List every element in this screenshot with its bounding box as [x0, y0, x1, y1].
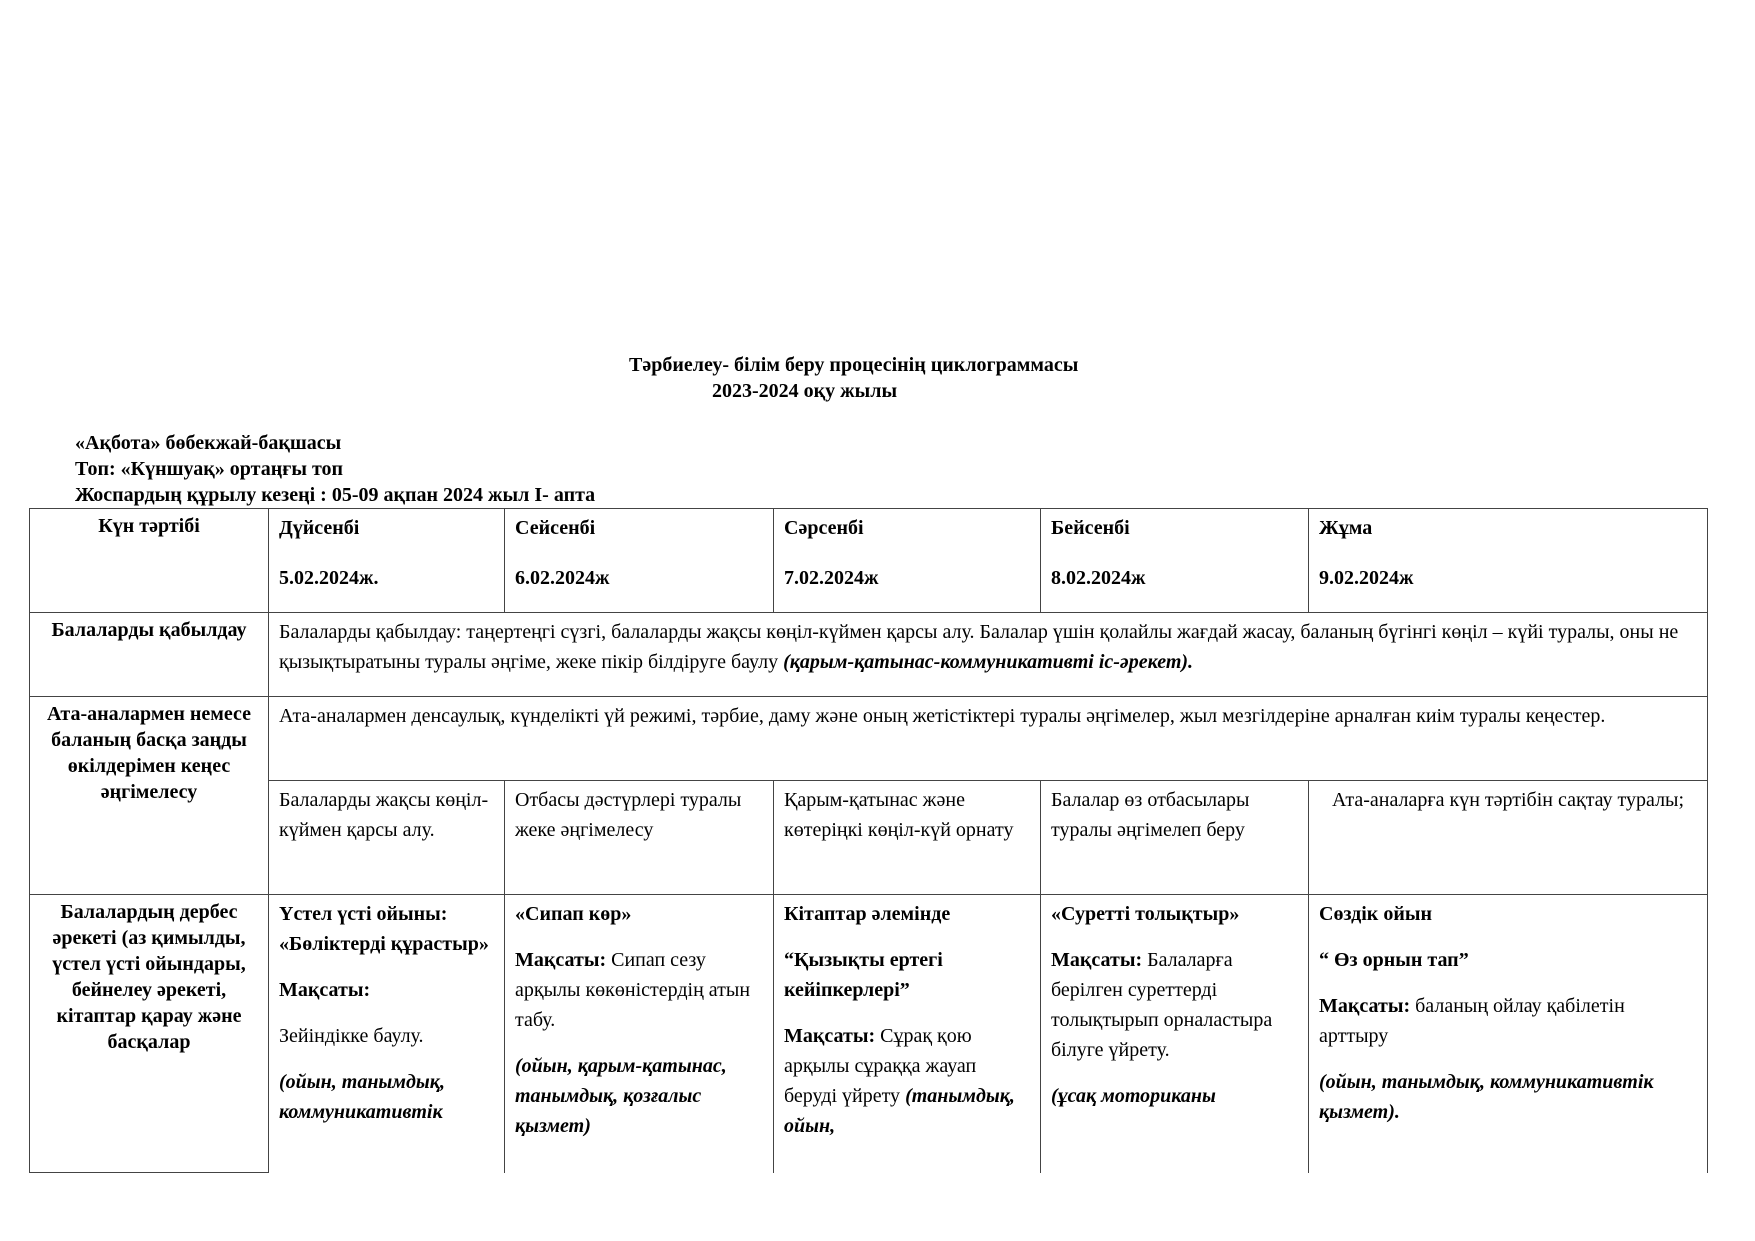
day-name: Сейсенбі — [515, 517, 596, 539]
document-meta — [75, 430, 595, 508]
goal-text: Мақсаты: Сипап сезу арқылы көкөністердің атын табу. — [515, 949, 751, 1031]
independent-tue — [505, 895, 774, 1173]
goal-label: Мақсаты: — [279, 979, 371, 1001]
day-header-mon — [269, 509, 505, 613]
group-name: Топ: «Күншуақ» ортаңғы топ — [75, 458, 344, 480]
parents-row-days — [30, 781, 1708, 895]
day-date: 6.02.2024ж — [515, 567, 610, 589]
activity-types: (ұсақ моториканы — [1051, 1085, 1216, 1107]
activity-title: «Суретті толықтыр» — [1051, 903, 1240, 925]
activity-types: (ойын, танымдық, коммуникативтік қызмет). — [1319, 1071, 1654, 1123]
activity-subtitle: “ Өз орнын тап” — [1319, 949, 1469, 971]
day-header-tue — [505, 509, 774, 613]
reception-head: Балаларды қабылдау — [30, 613, 269, 697]
reception-row — [30, 613, 1708, 697]
independent-mon — [269, 895, 505, 1173]
day-header-fri — [1309, 509, 1708, 613]
goal-label: Мақсаты: — [1051, 949, 1143, 971]
activity-title: Кітаптар әлемінде — [784, 903, 951, 925]
day-date: 9.02.2024ж — [1319, 567, 1414, 589]
title-line-2: 2023-2024 оқу жылы — [712, 380, 898, 402]
goal-text: Мақсаты: баланың ойлау қабілетін арттыру — [1319, 995, 1625, 1047]
header-row — [30, 509, 1708, 613]
parents-head: Ата-аналармен немесе баланың басқа заңды өкілдерімен кеңес әңгімелесу — [30, 697, 269, 895]
goal-label: Мақсаты: — [784, 1025, 876, 1047]
independent-fri — [1309, 895, 1708, 1173]
independent-row — [30, 895, 1708, 1173]
parents-common-text: Ата-аналармен денсаулық, күнделікті үй режимі, тәрбие, даму және оның жетістіктері туралы әңгімелер, жыл мезгілдеріне арналған киім туралы кеңестер. — [269, 697, 1708, 781]
independent-head: Балалардың дербес әрекеті (аз қимылды, үстел үсті ойындары, бейнелеу әрекеті, кітаптар қарау және басқалар — [30, 895, 269, 1173]
activity-title: Үстел үсті ойыны: «Бөліктерді құрастыр» — [279, 903, 489, 955]
parents-wed: Қарым-қатынас және көтеріңкі көңіл-күй орнату — [774, 781, 1041, 895]
cyclogram-table — [29, 508, 1708, 1173]
kindergarten-name: «Ақбота» бөбекжай-бақшасы — [75, 432, 342, 454]
goal-text: Мақсаты: Балаларға берілген суреттерді толықтырып орналастыра білуге үйрету. — [1051, 949, 1273, 1061]
parents-thu: Балалар өз отбасылары туралы әңгімелеп беру — [1041, 781, 1309, 895]
day-date: 5.02.2024ж. — [279, 567, 379, 589]
title-line-1: Тәрбиелеу- білім беру процесінің циклограммасы — [629, 354, 1079, 376]
day-name: Бейсенбі — [1051, 517, 1130, 539]
parents-tue: Отбасы дәстүрлері туралы жеке әңгімелесу — [505, 781, 774, 895]
activity-title: Сөздік ойын — [1319, 903, 1432, 925]
day-name: Жұма — [1319, 517, 1373, 539]
goal-label: Мақсаты: — [1319, 995, 1411, 1017]
day-name: Сәрсенбі — [784, 517, 864, 539]
independent-wed — [774, 895, 1041, 1173]
activity-types: (ойын, танымдық, коммуникативтік — [279, 1071, 445, 1123]
reception-activity: (қарым-қатынас-коммуникативті іс-әрекет). — [783, 651, 1194, 673]
day-header-wed — [774, 509, 1041, 613]
plan-period: Жоспардың құрылу кезеңі : 05-09 ақпан 2024 жыл І- апта — [75, 484, 596, 506]
parents-fri: Ата-аналарға күн тәртібін сақтау туралы; — [1309, 781, 1708, 895]
activity-subtitle: “Қызықты ертегі кейіпкерлері” — [784, 949, 943, 1001]
corner-cell: Күн тәртібі — [30, 509, 269, 613]
day-header-thu — [1041, 509, 1309, 613]
goal-text: Мақсаты: Сұрақ қою арқылы сұраққа жауап беруді үйрету (танымдық, ойын, — [784, 1025, 1015, 1137]
goal-text: Зейіндікке баулу. — [279, 1025, 424, 1047]
parents-row-common — [30, 697, 1708, 781]
day-date: 8.02.2024ж — [1051, 567, 1146, 589]
activity-types: (танымдық, ойын, — [784, 1085, 1015, 1137]
independent-thu — [1041, 895, 1309, 1173]
parents-mon: Балаларды жақсы көңіл- күймен қарсы алу. — [269, 781, 505, 895]
day-name: Дүйсенбі — [279, 517, 360, 539]
activity-title: «Сипап көр» — [515, 903, 632, 925]
day-date: 7.02.2024ж — [784, 567, 879, 589]
reception-text: Балаларды қабылдау: таңертеңгі сүзгі, балаларды жақсы көңіл-күймен қарсы алу. Балалар үшін қолайлы жағдай жасау, баланың бүгінгі көңіл – күйі туралы, оны не қызықтыратыны туралы әңгіме, жеке пікір білдіруге баулу (қарым-қатынас-коммуникативті іс-әрекет). — [269, 613, 1708, 697]
activity-types: (ойын, қарым-қатынас, танымдық, қозғалыс қызмет) — [515, 1055, 727, 1137]
goal-label: Мақсаты: — [515, 949, 607, 971]
